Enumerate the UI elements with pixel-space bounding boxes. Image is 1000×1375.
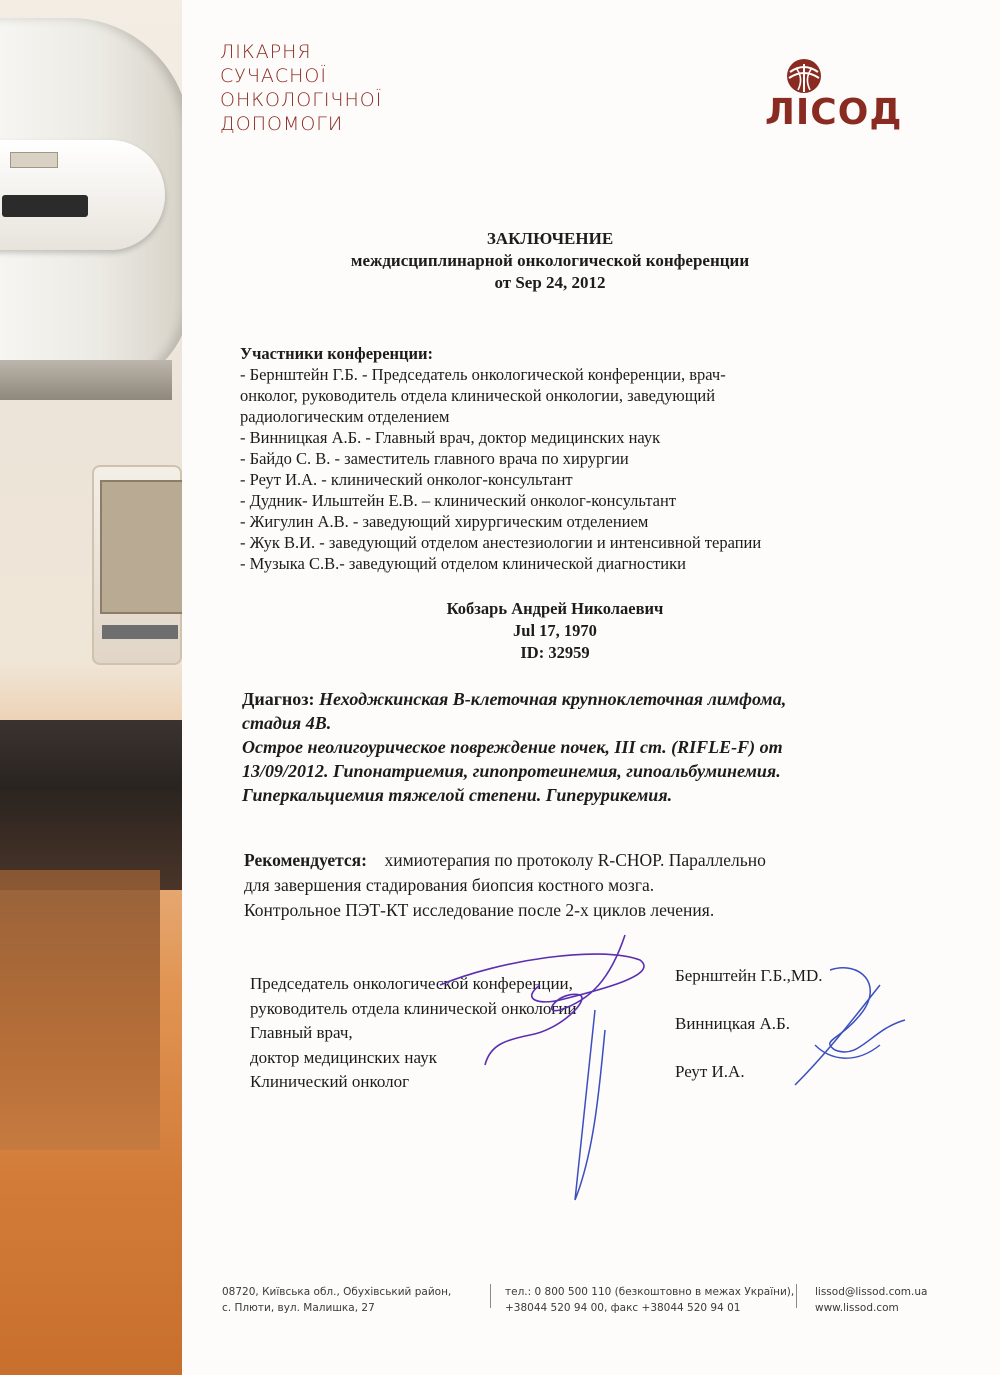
participant-line: - Жук В.И. - заведующий отделом анестезиологии и интенсивной терапии — [240, 533, 762, 552]
floor-image — [0, 870, 160, 1150]
footer-divider — [490, 1284, 491, 1308]
footer-address-line: 08720, Київська обл., Обухівський район, — [222, 1286, 452, 1298]
participant-line: - Реут И.А. - клинический онколог-консультант — [240, 470, 573, 489]
org-line: ЛІКАРНЯ — [220, 41, 312, 63]
diagnosis-line: 13/09/2012. Гипонатриемия, гипопротеинемия, гипоальбуминемия. — [242, 761, 781, 781]
participants-heading: Участники конференции: — [240, 344, 434, 363]
participant-line: онколог, руководитель отдела клинической онкологии, заведующий — [240, 386, 716, 405]
signatory-titles — [250, 972, 577, 1095]
footer-web — [815, 1284, 927, 1316]
treatment-table-image — [0, 720, 182, 890]
diagnosis-line: Острое неолигоурическое повреждение почек, III ст. (RIFLE-F) от — [242, 737, 783, 757]
patient-name: Кобзарь Андрей Николаевич — [446, 599, 664, 618]
participants-section — [240, 343, 761, 574]
machine-brand-plate — [10, 152, 58, 168]
document-title-block — [300, 228, 800, 294]
recommend-line: для завершения стадирования биопсия костного мозга. — [244, 875, 655, 895]
recommend-line: химиотерапия по протоколу R-CHOP. Параллельно — [384, 850, 766, 870]
org-line: ОНКОЛОГІЧНОЇ — [220, 89, 383, 111]
document-title: ЗАКЛЮЧЕНИЕ — [486, 229, 614, 248]
signatory-name: Винницкая А.Б. — [675, 1014, 790, 1033]
org-line: ДОПОМОГИ — [220, 113, 344, 135]
recommendation-section — [244, 848, 894, 923]
signatory-title-line: руководитель отдела клинической онкологии — [250, 998, 577, 1018]
panel-screen-image — [100, 480, 182, 614]
diagnosis-section — [242, 687, 892, 807]
header-photo-strip — [0, 0, 182, 1375]
signature-5 — [795, 985, 880, 1085]
participant-line: - Жигулин А.В. - заведующий хирургическим отделением — [240, 512, 649, 531]
signature-4 — [830, 968, 905, 1052]
linac-slot-image — [2, 195, 88, 217]
logo-wordmark: ЛІСОД — [765, 92, 903, 133]
patient-dob: Jul 17, 1970 — [513, 621, 597, 640]
diagnosis-line: Неходжкинская В-клеточная крупноклеточная лимфома, — [319, 689, 787, 709]
patient-id: ID: 32959 — [520, 643, 590, 662]
signatory-title-line: Клинический онколог — [250, 1072, 410, 1091]
signatory-name: Бернштейн Г.Б.,MD. — [675, 966, 823, 985]
footer-phones — [505, 1284, 794, 1316]
signatory-title-line: доктор медицинских наук — [250, 1047, 437, 1067]
footer-address-line: с. Плюти, вул. Малишка, 27 — [222, 1302, 375, 1314]
footer-phone-line: +38044 520 94 00, факс +38044 520 94 01 — [505, 1302, 741, 1314]
org-line: СУЧАСНОЇ — [220, 65, 327, 87]
diagnosis-line: стадия 4В. — [242, 713, 332, 733]
recommend-label: Рекомендуется: — [244, 850, 367, 870]
document-date: от Sep 24, 2012 — [494, 273, 606, 292]
gantry-image — [0, 360, 172, 400]
participant-line: - Музыка С.В.- заведующий отделом клинической диагностики — [240, 554, 686, 573]
participant-line: - Дудник- Ильштейн Е.В. – клинический онколог-консультант — [240, 491, 677, 510]
footer-address — [222, 1284, 451, 1316]
panel-label-plate — [102, 625, 178, 639]
diagnosis-line: Гиперкальциемия тяжелой степени. Гиперурикемия. — [242, 785, 673, 805]
participant-line: - Байдо С. В. - заместитель главного врача по хирургии — [240, 449, 629, 468]
footer-phone-line: тел.: 0 800 500 110 (безкоштовно в межах України), — [505, 1286, 795, 1298]
signatory-title-line: Председатель онкологической конференции, — [250, 974, 573, 993]
participant-line: - Бернштейн Г.Б. - Председатель онкологической конференции, врач- — [240, 365, 726, 384]
footer-divider — [796, 1284, 797, 1308]
footer-email: lissod@lissod.com.ua — [815, 1286, 928, 1298]
document-subtitle: междисциплинарной онкологической конференции — [350, 251, 750, 270]
signature-3 — [575, 1010, 605, 1200]
logo-emblem-icon — [786, 58, 822, 94]
signatory-title-line: Главный врач, — [250, 1023, 353, 1042]
recommend-line: Контрольное ПЭТ-КТ исследование после 2-х циклов лечения. — [244, 900, 715, 920]
footer-website: www.lissod.com — [815, 1302, 899, 1314]
organization-name — [220, 40, 382, 136]
diagnosis-label: Диагноз: — [242, 689, 315, 709]
participant-line: - Винницкая А.Б. - Главный врач, доктор медицинских наук — [240, 428, 661, 447]
participant-line: радиологическим отделением — [240, 407, 450, 426]
signatory-name: Реут И.А. — [675, 1062, 745, 1081]
patient-block — [330, 598, 780, 664]
signature-6 — [815, 1045, 880, 1058]
